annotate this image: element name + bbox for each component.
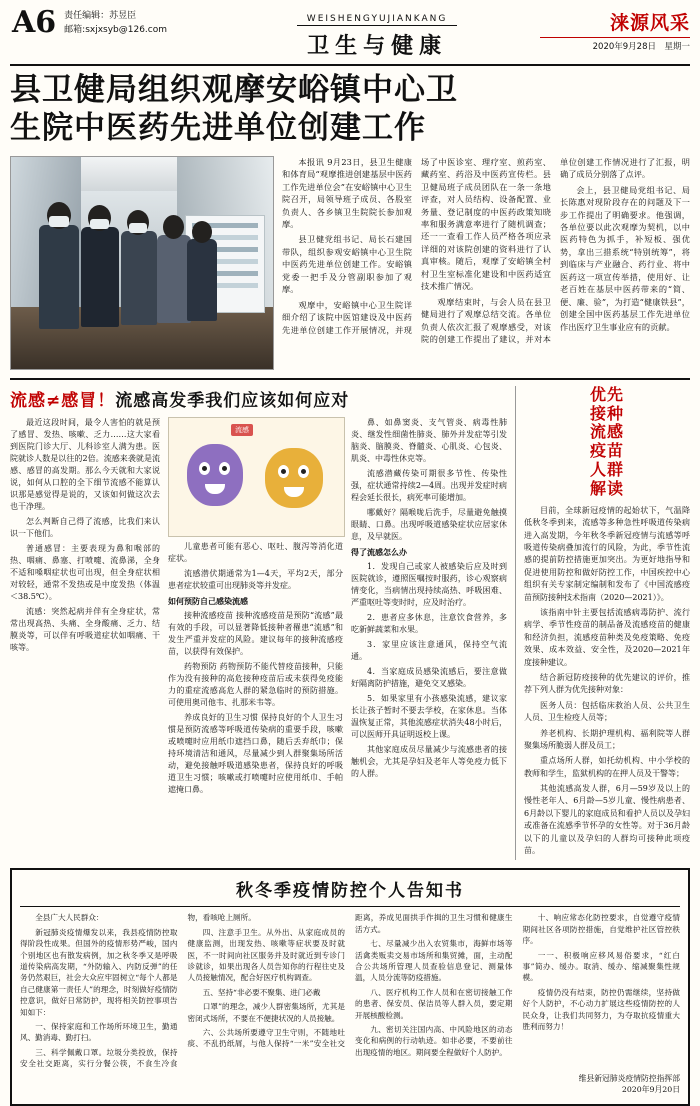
- notice-paragraph: 一、保持家庭和工作场所环境卫生，勤通风、勤消毒、勤打扫。: [20, 1021, 178, 1043]
- subheading: 得了流感怎么办: [351, 546, 407, 557]
- flu-article-title: [10, 386, 507, 411]
- virus-cartoon: [168, 417, 345, 537]
- article-paragraph: 县卫健党组书记、局长石建国带队，组织参观安峪镇中心卫生院中医药先进单位创建工作。安峪镇党委一把手及分管副职参加了观摩。: [282, 234, 412, 295]
- article-paragraph: 流感潜伏期通常为1—4天，平均2天，部分患者症状较重可出现肺炎等并发症。: [168, 568, 343, 590]
- notice-paragraph: 新冠肺炎疫情爆发以来，我县疫情防控取得阶段性成果。但国外的疫情形势严峻，国内个别地区也有散发病例，加之秋冬季又是呼吸道传染病高发期，“外防输入、内防反弹”的任务仍然艰巨，社会大众应牢固树立“每个人都是自己健康第一责任人”的理念，时刻做好疫情防控意识，做好日常防护，现将相关防控事项告知如下：: [20, 927, 178, 1017]
- article-paragraph: 儿童患者可能有恶心、呕吐、腹泻等消化道症状。: [168, 541, 343, 563]
- notice-paragraph: 七、尽量减少出入农贸集市，海鲜市场等活禽类贩卖交易市场所和集贸摊，面，主动配合公共场所管理人员查验信息登记、测量体温，人员分流等防疫措施。: [355, 939, 513, 983]
- article-paragraph: 2．患者应多休息，注意饮食营养，多吃新鲜蔬菜和水果。: [351, 612, 507, 634]
- notice-paragraph: 三、科学佩戴口罩。垃圾分类投放，保持安全社交距离，实行分餐公筷，不食生冷食物，看咳呛上厕所。: [20, 913, 256, 1069]
- notice-paragraph: 九、密切关注国内高、中风险地区的动态变化和病例的行动轨迹。如非必要，不要前往出现疫情的地区。期间要全程做好个人防护。: [355, 1024, 513, 1057]
- section-header: [214, 6, 540, 60]
- flu-col-2: [168, 417, 343, 799]
- notice-paragraph: 八、医疗机构工作人员和在密切接触工作的患者、保安员、保洁员等人群入员，要定期开展核酸检测。: [355, 987, 513, 1020]
- page-number: A6: [12, 5, 57, 40]
- article-paragraph: 鼻、如鼻窦炎、支气管炎、病毒性肺炎、继发性细菌性肺炎、肺外并发症等引发脑炎、脑膜炎、脊髓炎、心肌炎、心包炎、肌炎、中毒性休克等。: [351, 417, 507, 463]
- pinyin-title: WEISHENGYUJIANKANG: [297, 14, 458, 26]
- flu-col-1: [10, 417, 160, 799]
- flu-title-part1: 流感: [10, 390, 46, 411]
- headline-line-2: 生院中医药先进单位创建工作: [10, 109, 426, 146]
- article-paragraph: 目前，全球新冠疫情的起始状下，气温降低秋冬季到来，流感等多种急性呼吸道传染病进入高发期，今年秋冬季新冠疫情与流感等呼吸道传染病叠加流行的风险，为此，季节性流感的提前防控措施更加突出。为更好地指导和促进使用防控和做好防控工作，中国疾控中心组织有关专家制定编制和发布了《中国流感疫苗预防接种技术指南（2020—2021）》。: [524, 505, 690, 602]
- article-paragraph: 1．发现自己或家人被感染后应及时到医院就诊，遵照医嘱按时服药，诊心观察病情变化，当病情出现持续高热、呼吸困难、严重呕吐等变时时，应及时治疗。: [351, 561, 507, 607]
- virus-purple-icon: [187, 444, 243, 506]
- top-article: [10, 156, 690, 370]
- notice-paragraph: 六、公共场所要遵守卫生守则，不随地吐痰、不乱扔纸屑，与他人保持“一米”安全社交距离，养成见面拱手作揖的卫生习惯和健康生活方式。: [187, 913, 513, 1049]
- editor-line: 责任编辑：苏昱臣: [64, 11, 137, 21]
- notice-signature: [20, 1073, 680, 1096]
- article-paragraph: 其他家庭成员尽量减少与流感患者的接触机会，尤其是孕妇及老年人等免疫力低下的人群。: [351, 744, 507, 778]
- article-photo: [10, 156, 274, 370]
- page-title: [10, 72, 690, 148]
- middle-section: [10, 378, 690, 861]
- brand-name: 涞源风采: [609, 12, 690, 34]
- notice-paragraph: 四、注意手卫生。从外出、从家庭成员的健康监测，出现发热、咳嗽等症状要及时就医，不一时间向社区服务并及时就近到专诊门诊就诊，如果出现各人员告知你的行程往史及人员接触情况，配合好医疗机构调查。: [187, 927, 345, 983]
- article-paragraph: 养成良好的卫生习惯 保持良好的个人卫生习惯是预防流感等呼吸道传染病的重要手段，咳嗽或喷嚏时应用纸巾遮挡口鼻，随后丢弃纸巾；保持环境清洁和通风，尽量减少到人群聚集场所活动，避免接触呼吸道感染患者，保持良好的呼吸道卫生习惯；咳嗽或打喷嚏时应使用纸巾、手帕遮掩口鼻。: [168, 712, 343, 794]
- signature-org: 维县新冠肺炎疫情防控指挥部: [578, 1073, 680, 1083]
- top-article-text: [282, 156, 690, 370]
- masthead: [10, 6, 690, 66]
- article-paragraph: 流感：突然起病并伴有全身症状，常常出现高热、头痛、全身酸痛、乏力、结膜炎等，可以伴有呼吸道症状如咽痛、干咳等。: [10, 606, 160, 652]
- article-paragraph: 4．当家庭成员感染流感后，要注意做好隔离防护措施，避免交叉感染。: [351, 666, 507, 688]
- section-title: 卫生与健康: [307, 33, 448, 59]
- article-paragraph: 养老机构、长期护理机构、福利院等人群聚集场所脆弱人群及员工；: [524, 728, 690, 750]
- notice-body: [20, 912, 680, 1069]
- flu-col-2-text: [168, 541, 343, 796]
- issue-date: 2020年9月28日 星期一: [540, 37, 690, 52]
- article-paragraph: 本报讯 9月23日，县卫生健康和体育局“观摩推进创建基层中医药工作先进单位会”在安峪镇中心卫生院召开，局领导班子成员、各股室负责人、各乡镇卫生院院长参加观摩。: [282, 156, 412, 229]
- flu-title-rest: 流感高发季我们应该如何应对: [115, 390, 350, 411]
- notice-paragraph: 全县广大人民群众：: [35, 913, 104, 923]
- article-paragraph: 5．如果家里有小孩感染流感，建议家长让孩子暂时不要去学校，在家休息。当体温恢复正常，其他流感症状消失48小时后，可以医师开具证明返校上课。: [351, 693, 507, 739]
- flu-title-part2: 感冒！: [61, 390, 116, 411]
- notice-box: [10, 868, 690, 1105]
- article-paragraph: 哪戴好？隔喉咙后洗手，尽量避免触摸眼睛、口鼻。出现呼吸道感染症状应居家休息，及早就医。: [351, 507, 507, 541]
- email-line: 邮箱:sxjxsyb@126.com: [64, 24, 168, 35]
- article-paragraph: 3．家里应该注意通风，保持空气流通。: [351, 639, 507, 661]
- headline-line-1: 县卫健局组织观摩安峪镇中心卫: [10, 72, 458, 108]
- flu-article: [10, 386, 507, 861]
- flu-col-3: [351, 417, 507, 799]
- signature-date: 2020年9月20日: [621, 1085, 680, 1095]
- flu-article-body: [10, 417, 507, 799]
- notice-paragraph: 五、坚持“非必要不聚集、进门必戴: [202, 987, 321, 997]
- article-paragraph: 重点场所人群，如托幼机构、中小学校的教师和学生，监狱机构的在押人员及干警等；: [524, 756, 690, 778]
- article-paragraph: 观摩中，安峪镇中心卫生院详细介绍了该院中医馆建设及中医药先进单位创建工作开展情况，并现场了中医诊室、理疗室、煎药室、藏药室、药浴及中医药宣传栏。县卫健局班子成员团队在一条一条地评查，对人员结构、设备配置、业务量、登记制度的中医药政策知晓率和服务满意率进行了随机调查；还一一查看工作人员严格各项应录详细的对该院创建的资料进行了认真审核。随后，观摩了安峪镇全村村卫生室标准化建设和中医药适宜技术推广情况。: [282, 156, 551, 335]
- article-paragraph: 该指南中针主要包括流感病毒防护、流行病学、季节性疫苗的制品备及流感疫苗的健康和经济负担，流感疫苗种类及免疫策略、免疫效果、成本效益、安全性，及2020—2021年度接种建议。: [524, 608, 690, 667]
- flu-title-neq: ≠: [46, 390, 62, 411]
- article-paragraph: 怎么判断自己得了流感，比我们来认识一下他们。: [10, 516, 160, 538]
- article-paragraph: 会上，县卫健局党组书记、局长陈惠对现阶段存在的问题及下一步工作提出了明确要求。他强调，各单位要以此次观摩为契机，以中医药特色为抓手，补短板、强优势，拿出三措系统“特别统筹”，将到临床与产业融合、药行业、将中医药这一项宣传举措，使用好、让老百姓在基层中医药带来的“简、便、廉、验”，为打造“健康铁县”，创建全国中医药基层工作先进单位作出医疗卫生事业应有的贡献。: [560, 184, 690, 332]
- cartoon-label: 流感: [231, 424, 253, 436]
- notice-paragraph: 一一、积极响应移风易俗要求，“红白事”简办、缓办。取消、缓办、缩减聚集性规模。: [522, 950, 680, 983]
- brand-block: [540, 6, 690, 52]
- notice-paragraph: 口罩”的理念，减少人群密集场所，尤其是密闭式场所，不要在不便捷状况的人员接触。: [187, 1002, 345, 1023]
- notice-title: 秋冬季疫情防控个人告知书: [20, 876, 680, 907]
- editor-info: [64, 6, 214, 38]
- article-paragraph: 流感潜藏传染可期很多节性、传染性强，症状通常持续2—4周。出现并发症时病程会延长很长，病死率可能增加。: [351, 468, 507, 502]
- article-paragraph: 其他流感高发人群，6月—59岁及以上的慢性老年人、6月龄—5岁儿童、慢性病患者、6月龄以下婴儿的家庭成员和看护人员以及孕妇或准备在流感季节怀孕的女性等。对于36月龄以下的儿童以及孕妇的人群均可接种此项疫苗。: [524, 784, 690, 856]
- notice-paragraph: 十、响应常态化防控要求，自觉遵守疫情期间社区各项防控措施，自觉维护社区管控秩序。: [522, 913, 680, 946]
- vaccine-article: [515, 386, 690, 861]
- article-paragraph: 最近这段时间，最令人害怕的就是预了感冒、发热、咳嗽、乏力……这大家看到医院门诊大厅、儿科诊室人满为患。医院就诊人数是以往的2倍。流感来袭就是流感、感冒的高发期。那么今天就和大家说说，如何从口腔的全下细节流感不能算认识那是感觉得是说的，又该如何做这次去也干净理。: [10, 417, 160, 511]
- article-paragraph: 医务人员：包括临床救治人员、公共卫生人员、卫生检疫人员等；: [524, 700, 690, 723]
- vaccine-article-body: [524, 505, 690, 858]
- article-paragraph: 药物预防 药物预防不能代替疫苗接种，只能作为没有接种的高危接种疫苗后或未获得免疫能力的重症流感高危人群的紧急临时的预防措施。可使用奥司他韦、扎那米韦等。: [168, 661, 343, 707]
- article-paragraph: 接种流感疫苗 接种流感疫苗是预防“流感”最有效的手段，可以显著降低接种者罹患“流感”和发生严重并发症的风险。建议每年的接种流感疫苗，以获得有效保护。: [168, 610, 343, 656]
- virus-yellow-icon: [265, 448, 323, 508]
- notice-paragraph: 疫情仍没有结束，防控仍需继续，坚持做好个人防护，不心动力扩展这些疫情防控的人民众身，让我们共同努力，为夺取抗疫情重大胜利而努力！: [522, 987, 680, 1031]
- article-paragraph: 观摩结束时，与会人员在县卫健局进行了观摩总结交流。各单位负责人依次汇报了观摩感受，对该院的创建工作提出了建议，并对本单位创建工作情况进行了汇报，明确了成员分别落了点评。: [421, 156, 690, 345]
- subheading: 如何预防自己感染流感: [168, 595, 248, 606]
- vaccine-article-title: 优先接种流感疫苗人群解读: [590, 384, 625, 498]
- article-paragraph: 结合新冠防疫接种的优先建议的评价，推荐下列人群为优先接种对象：: [524, 672, 690, 695]
- article-paragraph: 普通感冒：主要表现为鼻和喉部的热、咽痛、鼻塞、打喷嚏、流鼻涕，全身不适和嗓咽症状也可出现，但全身症状相对较轻，通常不发热或是中度发热（体温＜38.5℃）。: [10, 543, 160, 601]
